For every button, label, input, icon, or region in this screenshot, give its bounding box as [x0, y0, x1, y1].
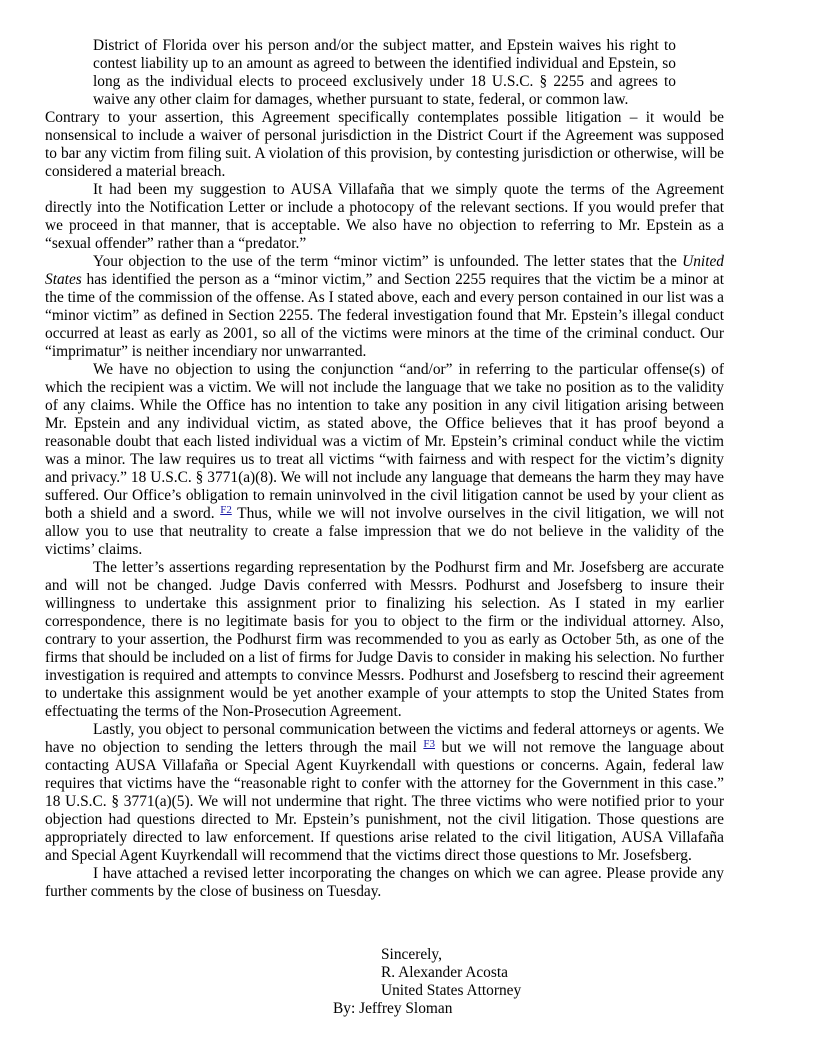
- signer-title: United States Attorney: [381, 982, 522, 999]
- paragraph-text: Thus, while we will not involve ourselves in the civil litigation, we will not allow you to use that neutrality to create a false impression that we do not believe in the validity of the victims’ claims.: [45, 505, 724, 558]
- paragraph-text: has identified the person as a “minor victim,” and Section 2255 requires that the victim be a minor at the time of the commission of the offense. As I stated above, each and every person contained in our list was a “minor victim” as defined in Section 2255. The federal investigation found that Mr. Epstein’s illegal conduct occurred at least as early as 2001, so all of the victims were minors at the time of the criminal conduct. Our “imprimatur” is neither incendiary nor unwarranted.: [45, 271, 724, 360]
- closing: Sincerely,: [381, 946, 442, 963]
- signer-name: R. Alexander Acosta: [381, 964, 508, 981]
- by-line-text: By: Jeffrey Sloman: [333, 1000, 453, 1017]
- paragraph-text: but we will not remove the language about contacting AUSA Villafaña or Special Agent Kuyrkendall with questions or concerns. Again, federal law requires that victims have the “reasonable right to confer with the attorney for the Government in this case.” 18 U.S.C. § 3771(a)(5). We will not undermine that right. The three victims who were notified prior to your objection had questions directed to Mr. Epstein’s punishment, not the civil litigation. Those questions are appropriately directed to law enforcement. If questions arise related to the civil litigation, AUSA Villafaña and Special Agent Kuyrkendall will recommend that the victims direct those questions to Mr. Josefsberg.: [45, 739, 725, 864]
- paragraph-revised-letter: I have attached a revised letter incorporating the changes on which we can agree. Please provide any further comments by the close of business on Tuesday.: [45, 865, 724, 900]
- italic-united-states: United States: [45, 253, 724, 288]
- footnote-link-f3[interactable]: F3: [423, 738, 435, 750]
- paragraph-agreement-litigation: Contrary to your assertion, this Agreement specifically contemplates possible litigation – it would be nonsensical to include a waiver of personal jurisdiction in the District Court if the Agreement was supposed to bar any victim from filing suit. A violation of this provision, by contesting jurisdiction or otherwise, will be considered a material breach.: [45, 109, 724, 180]
- paragraph-text: Lastly, you object to personal communication between the victims and federal attorneys or agents. We have no objection to sending the letters through the mail: [45, 721, 724, 756]
- letter-body: [45, 37, 724, 901]
- paragraph-and-or-conjunction: [45, 361, 724, 559]
- paragraph-personal-communication: [45, 721, 724, 865]
- paragraph-text: We have no objection to using the conjunction “and/or” in referring to the particular offense(s) of which the recipient was a victim. We will not include the language that we take no position as to the validity of any claims. While the Office has no intention to take any position in any civil litigation arising between Mr. Epstein and any individual victim, as stated above, the Office believes that it has proof beyond a reasonable doubt that each listed individual was a victim of Mr. Epstein’s criminal conduct while the victim was a minor. The law requires us to treat all victims “with fairness and with respect for the victim’s dignity and privacy.” 18 U.S.C. § 3771(a)(8). We will not include any language that demeans the harm they may have suffered. Our Office’s obligation to remain uninvolved in the civil litigation cannot be used by your client as both a shield and a sword.: [45, 361, 724, 522]
- paragraph-notification-letter-terms: It had been my suggestion to AUSA Villafaña that we simply quote the terms of the Agreement directly into the Notification Letter or include a photocopy of the relevant sections. If you would prefer that we proceed in that manner, that is acceptable. We also have no objection to referring to Mr. Epstein as a “sexual offender” rather than a “predator.”: [45, 181, 724, 252]
- footnote-link-f2[interactable]: F2: [220, 504, 232, 516]
- by-line: [333, 1000, 452, 1018]
- signature-block: [381, 946, 521, 1000]
- paragraph-minor-victim: [45, 253, 724, 361]
- paragraph-podhurst-representation: The letter’s assertions regarding representation by the Podhurst firm and Mr. Josefsberg are accurate and will not be changed. Judge Davis conferred with Messrs. Podhurst and Josefsberg to insure their willingness to undertake this assignment prior to finalizing his selection. As I stated in my earlier correspondence, there is no legitimate basis for you to object to the firm or the individual attorney. Also, contrary to your assertion, the Podhurst firm was recommended to you as early as October 5th, as one of the firms that should be included on a list of firms for Judge Davis to consider in making his selection. No further investigation is required and attempts to convince Messrs. Podhurst and Josefsberg to rescind their agreement to undertake this assignment would be yet another example of your attempts to stop the United States from effectuating the terms of the Non-Prosecution Agreement.: [45, 559, 724, 720]
- paragraph-text: Your objection to the use of the term “minor victim” is unfounded. The letter states that the: [93, 253, 683, 270]
- quoted-agreement-excerpt: District of Florida over his person and/or the subject matter, and Epstein waives his right to contest liability up to an amount as agreed to between the identified individual and Epstein, so long as the individual elects to proceed exclusively under 18 U.S.C. § 2255 and agrees to waive any other claim for damages, whether pursuant to state, federal, or common law.: [93, 37, 676, 108]
